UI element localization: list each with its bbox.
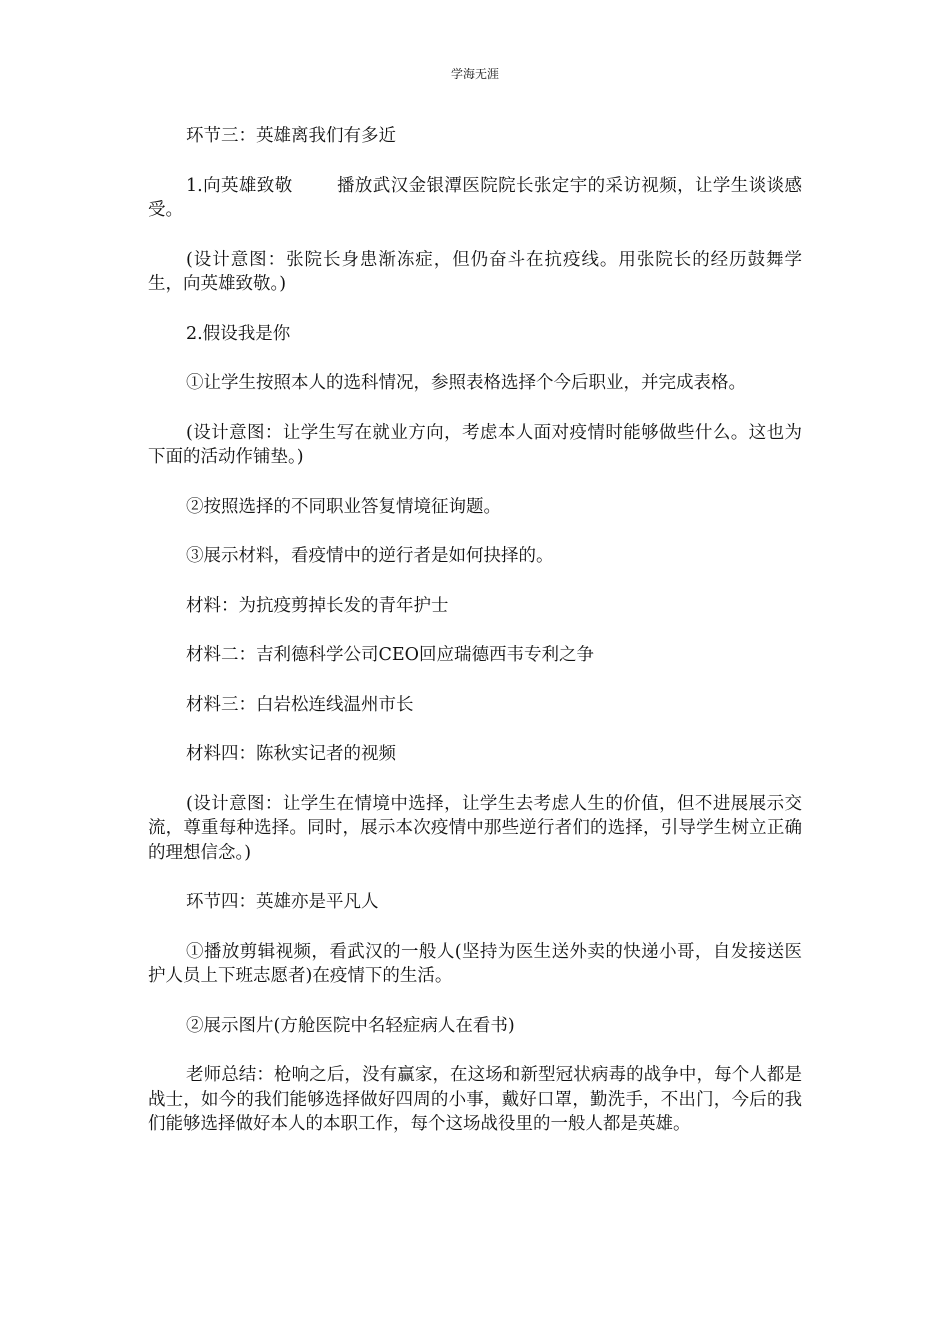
paragraph-step-2: ②按照选择的不同职业答复情境征询题。 (186, 496, 501, 517)
paragraph-design-intent-3: (设计意图：让学生在情境中选择，让学生去考虑人生的价值，但不进展展示交流，尊重每种选择。同时，展示本次疫情中那些逆行者们的选择，引导学生树立正确的理想信念。) (148, 793, 802, 863)
section-heading-3: 环节三：英雄离我们有多近 (186, 126, 396, 146)
paragraph-material-1: 材料：为抗疫剪掉长发的青年护士 (186, 595, 449, 616)
paragraph-step-3: ③展示材料，看疫情中的逆行者是如何抉择的。 (186, 546, 554, 566)
paragraph-material-2: 材料二：吉利德科学公司CEO回应瑞德西韦专利之争 (186, 645, 595, 665)
paragraph-design-intent-1: (设计意图：张院长身患渐冻症，但仍奋斗在抗疫线。用张院长的经历鼓舞学生，向英雄致敬。) (148, 249, 802, 294)
paragraph-design-intent-2: (设计意图：让学生写在就业方向，考虑本人面对疫情时能够做些什么。这也为下面的活动作铺垫。) (148, 422, 802, 467)
item-label: 1.向英雄致敬 (186, 175, 293, 196)
page-header: 学海无涯 (450, 67, 499, 81)
paragraph-assume: 2.假设我是你 (186, 323, 291, 344)
item-text: 播放武汉金银潭医院院长张定宇的采访视频，让学生谈谈感受。 (148, 175, 803, 220)
paragraph-show-images: ②展示图片(方舱医院中名轻症病人在看书) (186, 1015, 515, 1036)
paragraph-play-video: ①播放剪辑视频，看武汉的一般人(坚持为医生送外卖的快递小哥，自发接送医护人员上下班志愿者)在疫情下的生活。 (148, 941, 802, 986)
paragraph-material-4: 材料四：陈秋实记者的视频 (186, 744, 396, 764)
section-heading-4: 环节四：英雄亦是平凡人 (186, 892, 379, 912)
paragraph-salute-hero (148, 174, 802, 223)
document-body (148, 124, 802, 1162)
paragraph-step-1: ①让学生按照本人的选科情况，参照表格选择个今后职业，并完成表格。 (186, 373, 746, 393)
paragraph-material-3: 材料三：白岩松连线温州市长 (186, 694, 414, 715)
paragraph-teacher-summary: 老师总结：枪响之后，没有赢家，在这场和新型冠状病毒的战争中，每个人都是战士，如今的我们能够选择做好四周的小事，戴好口罩，勤洗手，不出门，今后的我们能够选择做好本人的本职工作，每个这场战役里的一般人都是英雄。 (148, 1065, 802, 1134)
